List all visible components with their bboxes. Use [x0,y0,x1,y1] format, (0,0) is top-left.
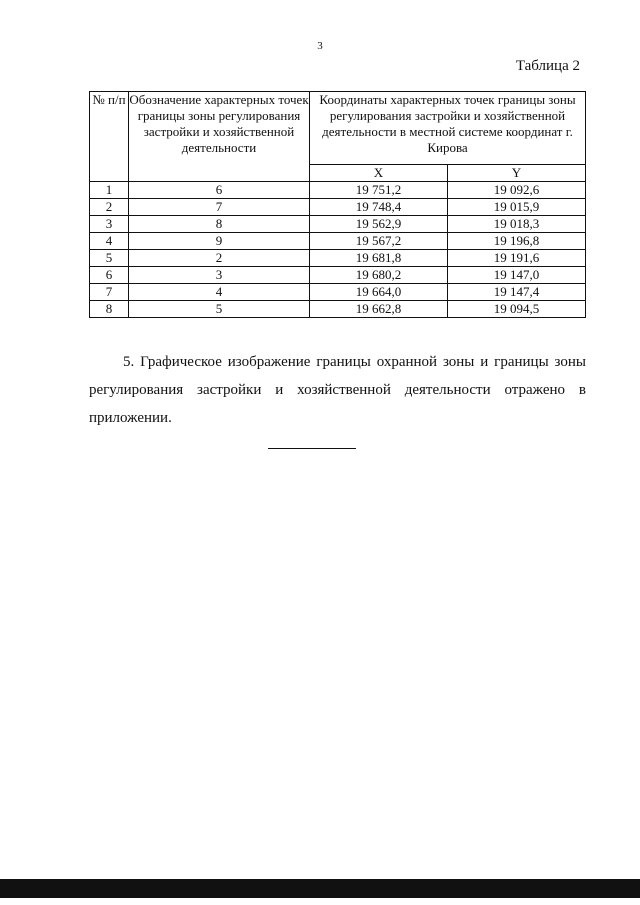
row-point: 9 [129,233,310,250]
header-num [90,92,129,182]
row-y: 19 147,4 [447,284,585,301]
row-x: 19 562,9 [310,216,448,233]
end-divider [268,448,356,449]
table-row [90,301,586,318]
row-num: 6 [90,267,129,284]
row-x: 19 748,4 [310,199,448,216]
table-row [90,182,586,199]
table-row [90,233,586,250]
row-x: 19 751,2 [310,182,448,199]
row-y: 19 092,6 [447,182,585,199]
header-y: Y [447,165,585,182]
table-row [90,199,586,216]
scan-edge-bar [0,878,640,905]
header-designation [129,92,310,182]
row-point: 2 [129,250,310,267]
row-num: 5 [90,250,129,267]
table-row [90,284,586,301]
row-y: 19 094,5 [447,301,585,318]
header-num-text: № п/п [92,92,126,107]
row-x: 19 664,0 [310,284,448,301]
header-coordinates-text: Координаты характерных точек границы зоны регулирования застройки и хозяйственной деятельности в местной системе координат г. Кирова [319,92,576,155]
row-point: 4 [129,284,310,301]
table-row [90,216,586,233]
row-num: 2 [90,199,129,216]
row-num: 3 [90,216,129,233]
row-point: 7 [129,199,310,216]
row-y: 19 147,0 [447,267,585,284]
row-point: 3 [129,267,310,284]
row-num: 1 [90,182,129,199]
row-point: 5 [129,301,310,318]
row-num: 7 [90,284,129,301]
row-x: 19 681,8 [310,250,448,267]
row-num: 8 [90,301,129,318]
table-row [90,250,586,267]
row-y: 19 196,8 [447,233,585,250]
header-designation-text: Обозначение характерных точек границы зоны регулирования застройки и хозяйственной деятельности [129,92,309,155]
page-number: 3 [317,40,323,52]
row-x: 19 662,8 [310,301,448,318]
header-coordinates [310,92,586,165]
row-x: 19 567,2 [310,233,448,250]
table-row [90,267,586,284]
row-y: 19 191,6 [447,250,585,267]
row-point: 8 [129,216,310,233]
row-num: 4 [90,233,129,250]
row-point: 6 [129,182,310,199]
row-y: 19 018,3 [447,216,585,233]
row-y: 19 015,9 [447,199,585,216]
coordinates-table [89,91,586,318]
body-paragraph: 5. Графическое изображение границы охранной зоны и границы зоны регулирования застройки и хозяйственной деятельности отражено в приложении. [89,354,586,426]
header-x: X [310,165,448,182]
row-x: 19 680,2 [310,267,448,284]
table-caption: Таблица 2 [515,58,580,74]
